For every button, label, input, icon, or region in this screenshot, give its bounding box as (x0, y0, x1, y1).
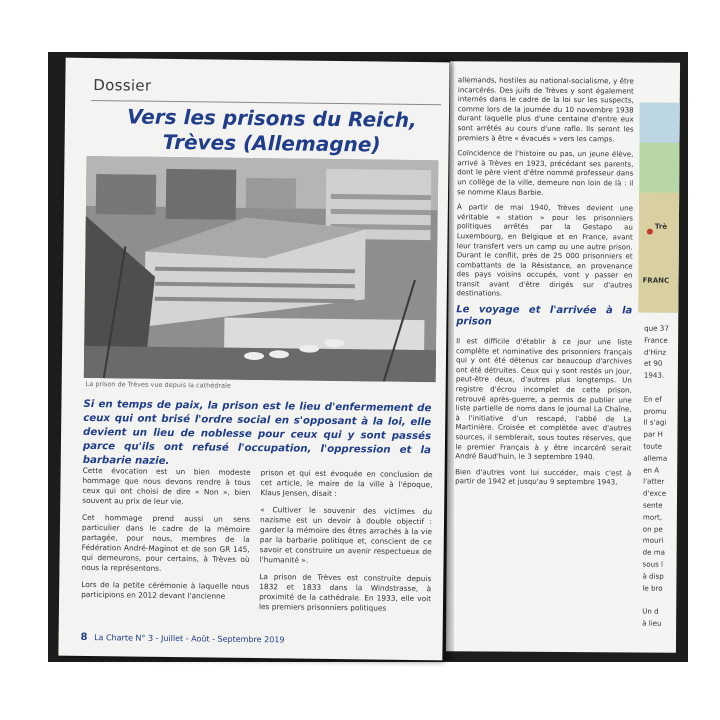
title-line: Trèves (Allemagne) (162, 129, 381, 157)
cropped-line: sous l (642, 559, 664, 569)
map-label: Trè (654, 222, 668, 231)
right-paragraph: Bien d'autres vont lui succéder, mais c'est à partir de 1942 et jusqu'au 9 septembre 1943, (455, 467, 632, 487)
text-column-1 (81, 466, 251, 609)
cropped-line: de ma (642, 547, 666, 557)
section-label: Dossier (93, 76, 152, 95)
right-paragraph: À partir de mai 1940, Trèves devient une véritable « station » pour les prisonniers politiques arrêtés par la Gestapo au Luxembourg, en Belgique et en France, avant leur transfert vers un camp ou une autre prison. Durant le conflit, près de 25 000 prisonniers et combattants de la Résistance, en provenance des pays voisins occupés, vont y passer en transit avant d'être dirigés sur d'autres destinations. (456, 202, 634, 299)
paragraph: La prison de Trèves est construite depuis 1832 et 1833 dans la Windstrasse, à proximité de la cathédrale. En 1933, elle voit les premiers prisonniers politiques (258, 572, 432, 613)
right-column (455, 75, 634, 493)
cropped-line: d'Hinz (644, 347, 667, 357)
cropped-line: toute (643, 441, 663, 451)
right-paragraph: allemands, hostiles au national-socialisme, y être incarcérés. Des juifs de Trèves y sont également internés dans le cadre de la loi sur les suspects, comme lors de la journée du 10 novembre 1938 durant laquelle plus d'une centaine d'entre eux sont arrêtés au cours d'une rafle. Ils seront les premiers à être « évacués » vers les camps. (457, 75, 634, 143)
cropped-line: allema (643, 453, 668, 463)
right-paragraph: Coïncidence de l'histoire ou pas, un jeune élève, arrivé à Trèves en 1923, précédant ses parents, dont le père vient d'être nommé professeur dans un collège de la ville, demeure non loin de là : il se nomme Klaus Barbie. (457, 148, 634, 197)
map-label: FRANC (642, 276, 670, 285)
cropped-line: l'atter (643, 476, 665, 487)
cropped-line: d'exce (643, 488, 667, 498)
paragraph: Lors de la petite cérémonie à laquelle nous participions en 2012 devant l'ancienne (81, 579, 250, 601)
paragraph: prison et qui est évoquée en conclusion de cet article, le maire de la ville à l'époque, Klaus Jensen, disait : (260, 468, 433, 499)
cropped-line: à disp (642, 571, 664, 581)
cropped-line: 1943. (643, 370, 665, 380)
cropped-line: promu (643, 406, 667, 416)
page-footer (81, 632, 285, 645)
city-marker-icon (647, 229, 653, 235)
article-title (116, 104, 427, 158)
intro-paragraph: Si en temps de paix, la prison est le lieu d'enfermement de ceux qui ont brisé l'ordre social en s'opposant à la loi, elle devient un lieu de noblesse pour ceux qui y sont passés parce qu'ils ont refusé l'occupation, l'oppression et la barbarie nazie. (82, 398, 432, 467)
prison-photo (84, 156, 439, 382)
cropped-line: en A (643, 465, 660, 475)
cropped-line: par H (643, 429, 663, 439)
paragraph: Cette évocation est un bien modeste hommage que nous devons rendre à tous ceux qui ont choisi de dire « Non », bien souvent au prix de leur vie. (82, 465, 251, 507)
map-land (638, 193, 680, 313)
cropped-line: En ef (643, 394, 662, 404)
right-paragraph: Il est difficile d'établir à ce jour une liste complète et nominative des prisonniers français qui y ont été détenus car beaucoup d'archives ont été détruites. Ceux qui y sont restés un jour, peut-être deux, d'autres plus longtemps. Un registre d'écrou incomplet de cette prison, retrouvé après-guerre, a permis de publier une liste partielle de noms dans le journal La Chaîne, à l'initiative d'un rescapé, l'abbé de La Martinière. Croisée et complétée avec d'autres sources, il semblerait, sous toutes réserves, que le premier Français à y être incarcéré serait André Baud'huin, le 3 septembre 1940. (455, 336, 633, 462)
title-line: Vers les prisons du Reich, (127, 104, 417, 132)
paragraph: Cet hommage prend aussi un sens particulier dans le cadre de la mémoire partagée, pour nous, membres de la Fédération André-Maginot et de son GR 145, qui demeurons, pour certains, à Trèves où nous la représentons. (81, 512, 251, 573)
cropped-line: et 90 (643, 358, 663, 369)
cropped-line: à lieu (642, 618, 662, 628)
cropped-line: Un d (642, 606, 659, 616)
cropped-line: on pe (642, 524, 663, 534)
photo-caption: La prison de Trèves vue depuis la cathédrale (85, 379, 231, 390)
page-number: 8 (80, 631, 88, 643)
cropped-column (642, 323, 680, 630)
cropped-line: le bro (642, 583, 663, 593)
cropped-line: que 37 (644, 323, 669, 333)
map-image (638, 103, 680, 313)
cropped-line: mouri (642, 535, 664, 546)
section-subheading: Le voyage et l'arrivée à la prison (456, 304, 633, 328)
left-page (58, 58, 449, 661)
cropped-line: sente (642, 500, 663, 510)
cropped-line: mort, (642, 512, 663, 522)
text-column-2 (259, 468, 433, 621)
paragraph: « Cultiver le souvenir des victimes du nazisme est un devoir à double objectif : garder la mémoire des êtres arrachés à la vie par la barbarie politique et, conscient de ce savoir et construire un avenir respectueux de l'humanité ». (259, 505, 433, 565)
issue-info: La Charte N° 3 - Juillet - Août - Septembre 2019 (94, 633, 285, 645)
right-page (446, 61, 680, 653)
cropped-line (644, 382, 680, 394)
map-sea (639, 103, 680, 143)
cropped-line (642, 594, 680, 606)
cropped-line: France (644, 335, 668, 345)
cropped-line: Il s'agi (643, 417, 667, 428)
